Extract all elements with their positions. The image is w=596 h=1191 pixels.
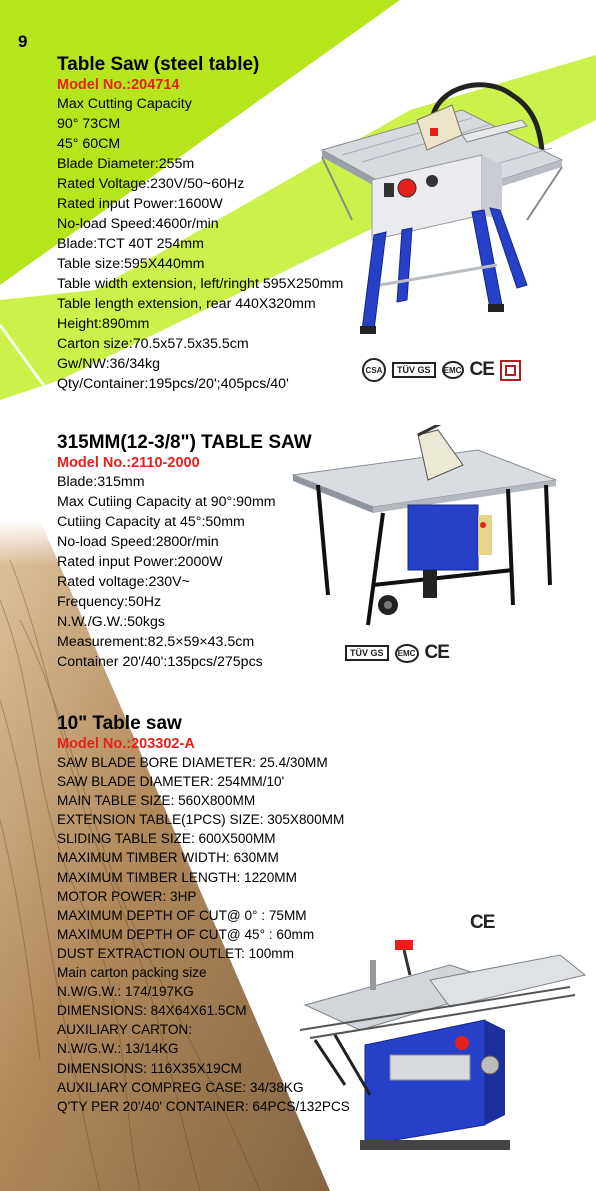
spec-line: Gw/NW:36/34kg — [57, 356, 161, 372]
spec-line: Table length extension, rear 440X320mm — [57, 296, 316, 312]
spec-line: N.W/G.W.: 13/14KG — [57, 1041, 179, 1057]
spec-line: Carton size:70.5x57.5x35.5cm — [57, 336, 249, 352]
spec-line: 90° 73CM — [57, 116, 121, 132]
table-saw-steel-image — [312, 80, 572, 335]
spec-line: MAXIMUM DEPTH OF CUT@ 0° : 75MM — [57, 907, 307, 923]
spec-line: MOTOR POWER: 3HP — [57, 888, 197, 904]
spec-line: DIMENSIONS: 116X35X19CM — [57, 1060, 242, 1076]
model-number: Model No.:203302-A — [57, 736, 195, 752]
spec-line: Height:890mm — [57, 316, 150, 332]
emc-mark-icon: EMC — [395, 644, 419, 663]
tuv-gs-mark-icon: TÜV GS — [345, 645, 389, 661]
spec-line: Main carton packing size — [57, 965, 207, 981]
spec-line: Qty/Container:195pcs/20';405pcs/40' — [57, 376, 289, 392]
csa-mark-icon: CSA — [362, 358, 386, 382]
spec-line: SAW BLADE DIAMETER: 254MM/10' — [57, 774, 285, 790]
spec-line: Rated input Power:2000W — [57, 554, 223, 570]
table-saw-315mm-image — [288, 425, 560, 640]
spec-line: Measurement:82.5×59×43.5cm — [57, 634, 255, 650]
certification-marks — [470, 912, 494, 934]
spec-line: N.W/G.W.: 174/197KG — [57, 984, 194, 1000]
certification-marks — [345, 642, 449, 664]
spec-line: EXTENSION TABLE(1PCS) SIZE: 305X800MM — [57, 812, 345, 828]
spec-line: Rated voltage:230V~ — [57, 574, 190, 590]
spec-line: Max Cutting Capacity — [57, 96, 192, 112]
spec-line: Rated input Power:1600W — [57, 196, 223, 212]
ccc-mark-icon — [500, 360, 521, 381]
spec-line: MAIN TABLE SIZE: 560X800MM — [57, 793, 256, 809]
model-number: Model No.:2110-2000 — [57, 455, 200, 471]
spec-line: AUXILIARY CARTON: — [57, 1022, 192, 1038]
product-section-1 — [57, 54, 343, 394]
spec-line: Max Cutiing Capacity at 90°:90mm — [57, 494, 276, 510]
tuv-gs-mark-icon: TÜV GS — [392, 362, 436, 378]
spec-line: SLIDING TABLE SIZE: 600X500MM — [57, 831, 276, 847]
model-number: Model No.:204714 — [57, 77, 180, 93]
spec-line: MAXIMUM DEPTH OF CUT@ 45° : 60mm — [57, 926, 315, 942]
emc-mark-icon: EMC — [442, 361, 464, 379]
ce-mark-icon: CE — [470, 912, 495, 933]
spec-line: MAXIMUM TIMBER WIDTH: 630MM — [57, 850, 279, 866]
spec-line: Frequency:50Hz — [57, 594, 162, 610]
spec-line: No-load Speed:2800r/min — [57, 534, 219, 550]
certification-marks — [362, 358, 521, 382]
product-title: 315MM(12-3/8") TABLE SAW — [57, 432, 312, 453]
spec-line: Blade:315mm — [57, 474, 145, 490]
spec-line: 45° 60CM — [57, 136, 121, 152]
spec-line: SAW BLADE BORE DIAMETER: 25.4/30MM — [57, 755, 328, 770]
spec-line: N.W./G.W.:50kgs — [57, 614, 166, 630]
spec-line: DUST EXTRACTION OUTLET: 100mm — [57, 945, 294, 961]
product-title: 10" Table saw — [57, 713, 182, 734]
spec-line: DIMENSIONS: 84X64X61.5CM — [57, 1003, 247, 1019]
product-section-3 — [57, 713, 350, 1116]
product-title: Table Saw (steel table) — [57, 54, 260, 75]
spec-line: Table size:595X440mm — [57, 256, 205, 272]
page-number: 9 — [18, 32, 28, 51]
ce-mark-icon: CE — [424, 642, 449, 663]
spec-line: MAXIMUM TIMBER LENGTH: 1220MM — [57, 869, 297, 885]
spec-line: Rated Voltage:230V/50~60Hz — [57, 176, 245, 192]
spec-line: Table width extension, left/ringht 595X250mm — [57, 276, 344, 292]
product-section-2 — [57, 432, 312, 672]
spec-line: Container 20'/40':135pcs/275pcs — [57, 654, 263, 670]
spec-line: AUXILIARY COMPREG CASE: 34/38KG — [57, 1079, 304, 1095]
spec-line: Q'TY PER 20'/40' CONTAINER: 64PCS/132PCS — [57, 1098, 350, 1114]
spec-line: No-load Speed:4600r/min — [57, 216, 219, 232]
spec-line: Blade:TCT 40T 254mm — [57, 236, 204, 252]
spec-line: Cutiing Capacity at 45°:50mm — [57, 514, 245, 530]
spec-line: Blade Diameter:255m — [57, 156, 195, 172]
ce-mark-icon: CE — [469, 359, 494, 380]
